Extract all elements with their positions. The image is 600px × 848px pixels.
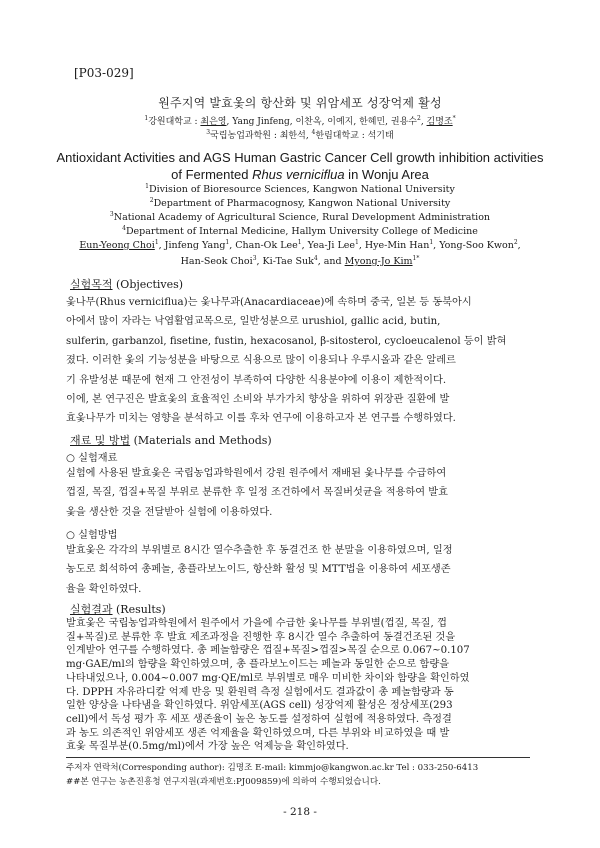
corresponding-footnote: 주저자 연락처(Corresponding author): 김명조 E-mail: kimmjo@kangwon.ac.kr Tel : 033-250-6413: [66, 763, 479, 773]
methods-subheading: ○ 실험방법: [66, 530, 118, 541]
affil-sup: 1: [144, 115, 149, 122]
author: , Hye-Min Han: [358, 240, 430, 251]
korean-coauthors: , Yang Jinfeng, 이찬옥, 이예지, 한혜민, 권용수: [226, 117, 417, 127]
affil-sup: 1: [297, 238, 302, 246]
affiliation-1: [50, 184, 550, 195]
text-line: 인계받아 연구를 수행하였다. 총 페놀함량은 껍질+목질>껍질>목질 순으로 0.067~0.107: [66, 645, 470, 657]
page-number: - 218 -: [283, 806, 317, 818]
section-heading-ko: 재료 및 방법: [70, 434, 131, 447]
author: , Ki-Tae Suk: [256, 256, 314, 267]
text-line: sulferin, garbanzol, fisetine, fustin, hexacosanol, β-sitosterol, cycloeucalenol 등이 밝혀: [66, 335, 507, 347]
author: , Jinfeng Yang: [158, 240, 226, 251]
text-line: 농도로 희석하여 총페놀, 총플라보노이드, 항산화 활성 및 MTT법을 이용하여 세포생존: [66, 564, 451, 576]
author: Han-Seok Choi: [180, 256, 253, 267]
results-paragraph: [66, 617, 534, 754]
abstract-code: [P03-029]: [74, 66, 134, 80]
methods-heading: [70, 432, 272, 448]
english-authors-line-2: [50, 256, 550, 267]
english-title-line-1: Antioxidant Activities and AGS Human Gastric Cancer Cell growth inhibition activities: [56, 150, 544, 165]
text-line: 일한 양상을 나타냄을 확인하였다. 위암세포(AGS cell) 성장억제 활성은 정상세포(293: [66, 700, 453, 712]
korean-title: 원주지역 발효옻의 항산화 및 위암세포 성장억제 활성: [158, 96, 442, 110]
text-line: 율을 확인하였다.: [66, 583, 142, 595]
english-title-line-2: [50, 167, 550, 182]
affil-sup: 3: [252, 254, 257, 262]
affil-sup: 4: [313, 254, 318, 262]
korean-affil-3: 국립농업과학원 : 최한석,: [210, 131, 312, 141]
materials-paragraph: [66, 464, 534, 522]
text-line: 옻나무(Rhus verniciflua)는 옻나무과(Anacardiaceae)에 속하며 중국, 일본 등 동북아시: [66, 297, 472, 308]
affil-sup: 1: [145, 182, 149, 190]
affil-sup: 1: [429, 238, 434, 246]
text-line: 과 농도 의존적인 위암세포 생존 억제율을 확인하였으며, 다른 부위와 비교하였을 때 발: [66, 727, 450, 739]
text-line: 졌다. 이러한 옻의 기능성분을 바탕으로 식용으로 많이 이용되나 우루시올과 같은 알레르: [66, 355, 456, 367]
text-line: 효옻 목질부분(0.5mg/ml)에서 가장 높은 억제능을 확인하였다.: [66, 741, 349, 753]
english-authors-line-1: [50, 240, 550, 251]
footnote-divider: [66, 757, 530, 758]
text-line: cell)에서 독성 평가 후 세포 생존율이 높은 농도를 설정하여 실험에 적용하였다. 측정결: [66, 713, 452, 725]
text-line: 껍질, 목질, 껍질+목질 부위로 분류한 후 일정 조건하에서 목질버섯균을 적용하여 발효: [66, 487, 448, 499]
affil-sup: 1: [355, 238, 359, 246]
korean-authors-line-1: [50, 114, 550, 127]
affiliation-text: Department of Internal Medicine, Hallym University College of Medicine: [125, 226, 478, 237]
text-line: 발효옻은 국립농업과학원에서 원주에서 가을에 수급한 옻나무를 부위별(껍질, 목질, 껍: [66, 618, 447, 629]
author: , Chan-Ok Lee: [229, 240, 298, 251]
korean-affil-text: 강원대학교 :: [148, 117, 201, 127]
affil-sup: 2: [149, 196, 154, 204]
results-heading: [70, 601, 166, 617]
affil-sup: 1: [225, 238, 230, 246]
affiliation-4: [50, 226, 550, 237]
affil-sup: 3: [109, 210, 114, 218]
text-line: 발효옻은 각각의 부위별로 8시간 열수추출한 후 동결건조 한 분말을 이용하였으며, 일정: [66, 545, 453, 556]
text-line: 이에, 본 연구진은 발효옻의 효율적인 소비와 부가가치 향상을 위하여 위장관 질환에 발: [66, 394, 450, 406]
corresponding-author: Myong-Jo Kim: [344, 256, 413, 267]
affil-sup: 2: [416, 115, 421, 122]
text-line: 질+목질)로 분류한 후 발효 제조과정을 진행한 후 8시간 열수 추출하여 동결건조된 것을: [66, 631, 456, 643]
korean-first-author: 최은영: [200, 117, 227, 127]
text-line: mg·GAE/ml의 함량을 확인하였으며, 총 플라보노이드는 페놀과 동일한 순으로 함량을: [66, 659, 450, 671]
affiliation-text: National Academy of Agricultural Science, Rural Development Administration: [113, 212, 491, 223]
text-line: 실험에 사용된 발효옻은 국립농업과학원에서 강원 원주에서 재배된 옻나무를 수급하여: [66, 468, 447, 479]
author-sep: ,: [517, 240, 521, 251]
section-heading-en: (Objectives): [112, 278, 184, 291]
korean-corresponding-author: 김명조: [426, 117, 453, 127]
text-line: 나타내었으나, 0.004~0.007 mg·QE/ml로 부위별로 매우 미비한 차이와 함량을 확인하였: [66, 672, 470, 684]
author: , Yea-Ji Lee: [301, 240, 356, 251]
affiliation-3: [50, 212, 550, 223]
corresponding-star: *: [452, 115, 456, 122]
author: , Yong-Soo Kwon: [433, 240, 514, 251]
section-heading-en: (Results): [112, 603, 166, 616]
affiliation-text: Department of Pharmacognosy, Kangwon National University: [153, 198, 451, 209]
english-title-species: Rhus verniciflua: [252, 167, 345, 182]
english-title-post: in Wonju Area: [344, 167, 429, 182]
affil-sup: 4: [311, 129, 316, 136]
text-line: 효옻나무가 미치는 영향을 분석하고 이를 후차 연구에 이용하고자 본 연구를 수행하였다.: [66, 413, 456, 425]
funding-footnote: ##본 연구는 농촌진흥청 연구지원(과제번호:PJ009859)에 의하여 수행되었습니다.: [66, 777, 381, 787]
affil-sup: 4: [122, 224, 126, 232]
korean-authors-line-2: [50, 128, 550, 141]
text-line: 아에서 많이 자라는 낙엽활엽교목으로, 일반성분으로 urushiol, gallic acid, butin,: [66, 316, 441, 328]
author-sep: , and: [317, 256, 345, 267]
objectives-heading: [70, 276, 183, 292]
affil-sup: 1: [154, 238, 159, 246]
text-line: 다. DPPH 자유라디칼 억제 반응 및 환원력 측정 실험에서도 결과값이 총 페놀함량과 동: [66, 686, 454, 698]
text-line: 기 유발성분 때문에 현재 그 안전성이 부족하여 다양한 식용분야에 이용이 제한적이다.: [66, 374, 447, 386]
affil-sup: 2: [513, 238, 518, 246]
section-heading-en: (Materials and Methods): [130, 434, 272, 447]
objectives-paragraph: [66, 293, 534, 429]
korean-sep: ,: [420, 117, 427, 127]
materials-subheading: ○ 실험재료: [66, 453, 118, 464]
affil-sup: 1*: [412, 254, 420, 262]
affil-sup: 3: [206, 129, 211, 136]
text-line: 옻을 생산한 것을 전달받아 실험에 이용하였다.: [66, 506, 273, 518]
affiliation-text: Division of Bioresource Sciences, Kangwon National University: [149, 184, 455, 195]
first-author: Eun-Yeong Choi: [79, 240, 155, 251]
korean-affil-4: 한림대학교 : 석기태: [315, 131, 394, 141]
english-title-pre: of Fermented: [171, 167, 253, 182]
methods-paragraph: [66, 541, 534, 599]
affiliation-2: [50, 198, 550, 209]
section-heading-ko: 실험결과: [70, 603, 113, 616]
section-heading-ko: 실험목적: [70, 278, 113, 291]
